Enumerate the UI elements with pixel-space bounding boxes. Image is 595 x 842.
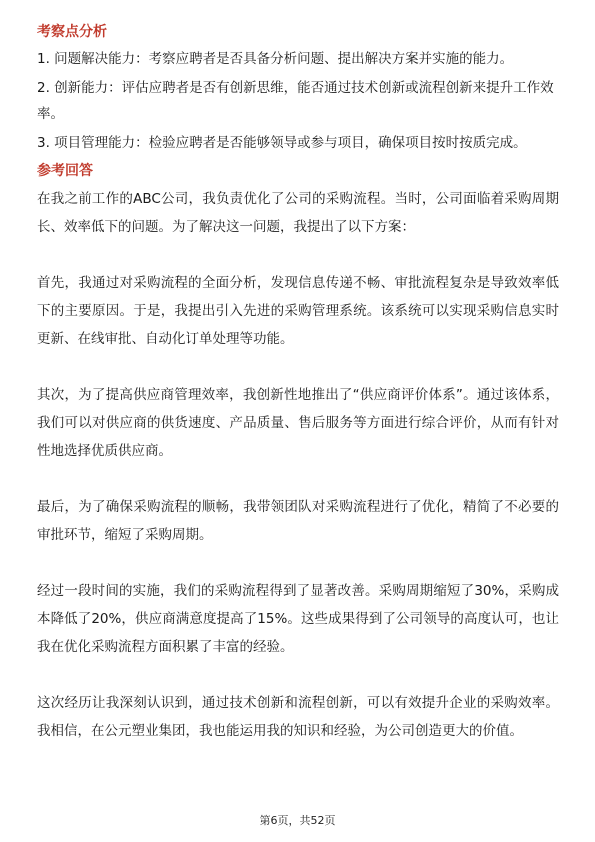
answer-paragraph: 这次经历让我深刻认识到，通过技术创新和流程创新，可以有效提升企业的采购效率。我相信，在公元塑业集团，我也能运用我的知识和经验，为公司创造更大的价值。 (37, 695, 559, 739)
answer-paragraph: 首先，我通过对采购流程的全面分析，发现信息传递不畅、审批流程复杂是导致效率低下的主要原因。于是，我提出引入先进的采购管理系统。该系统可以实现采购信息实时更新、在线审批、自动化订单处理等功能。 (37, 275, 559, 347)
analysis-section-title: 考察点分析 (37, 24, 107, 40)
answer-paragraph: 最后，为了确保采购流程的顺畅，我带领团队对采购流程进行了优化，精简了不必要的审批环节，缩短了采购周期。 (37, 499, 559, 543)
page-content (37, 22, 559, 745)
answer-section-title: 参考回答 (37, 163, 93, 179)
analysis-list (37, 46, 559, 156)
analysis-item: 2. 创新能力：评估应聘者是否有创新思维，能否通过技术创新或流程创新来提升工作效率。 (37, 80, 554, 122)
answer-paragraph: 经过一段时间的实施，我们的采购流程得到了显著改善。采购周期缩短了30%，采购成本降低了20%，供应商满意度提高了15%。这些成果得到了公司领导的高度认可，也让我在优化采购流程方面积累了丰富的经验。 (37, 583, 559, 655)
answer-paragraph: 在我之前工作的ABC公司，我负责优化了公司的采购流程。当时，公司面临着采购周期长、效率低下的问题。为了解决这一问题，我提出了以下方案： (37, 191, 559, 235)
analysis-item: 3. 项目管理能力：检验应聘者是否能够领导或参与项目，确保项目按时按质完成。 (37, 135, 527, 151)
answer-paragraph: 其次，为了提高供应商管理效率，我创新性地推出了“供应商评价体系”。通过该体系，我们可以对供应商的供货速度、产品质量、售后服务等方面进行综合评价，从而有针对性地选择优质供应商。 (37, 387, 559, 459)
analysis-item: 1. 问题解决能力：考察应聘者是否具备分析问题、提出解决方案并实施的能力。 (37, 51, 514, 67)
page-number: 第6页，共52页 (259, 814, 336, 827)
